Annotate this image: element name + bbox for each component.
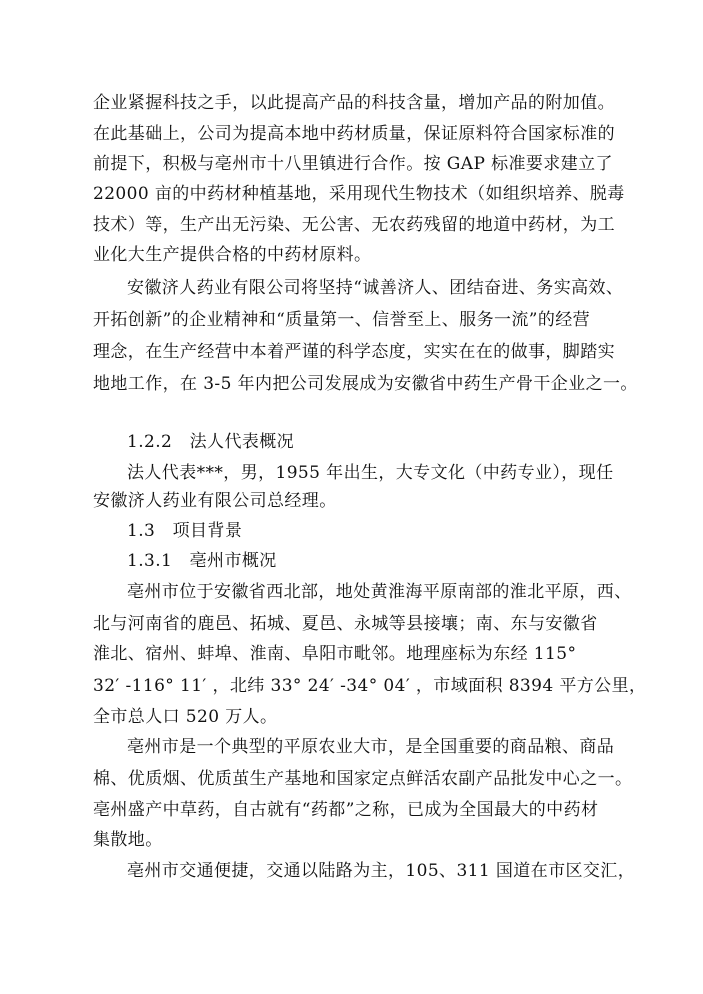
- paragraph-2-line-4: 地地工作，在 3-5 年内把公司发展成为安徽省中药生产骨干企业之一。: [93, 374, 638, 394]
- paragraph-4-line-2: 北与河南省的鹿邑、拓城、夏邑、永城等县接壤；南、东与安徽省: [93, 614, 598, 634]
- paragraph-2-line-2: 开拓创新”的企业精神和“质量第一、信誉至上、服务一流”的经营: [93, 310, 591, 330]
- paragraph-2-line-3: 理念，在生产经营中本着严谨的科学态度，实实在在的做事，脚踏实: [93, 342, 615, 362]
- paragraph-1-line-6: 业化大生产提供合格的中药材原料。: [93, 245, 372, 265]
- section-heading-1-3-1: 1.3.1 亳州市概况: [127, 551, 277, 571]
- paragraph-4-line-4: 32′ -116° 11′ ，北纬 33° 24′ -34° 04′ ，市域面积 8394 平方公里，: [93, 676, 647, 696]
- paragraph-4-line-5: 全市总人口 520 万人。: [93, 707, 278, 727]
- paragraph-5-line-3: 亳州盛产中草药，自古就有“药都”之称，已成为全国最大的中药材: [93, 800, 599, 820]
- paragraph-5-line-2: 棉、优质烟、优质茧生产基地和国家定点鲜活农副产品批发中心之一。: [93, 769, 633, 789]
- paragraph-3-line-1: 法人代表***，男，1955 年出生，大专文化（中药专业），现任: [127, 463, 614, 483]
- paragraph-1-line-5: 技术）等，生产出无污染、无公害、无农药残留的地道中药材，为工: [93, 215, 615, 235]
- paragraph-5-line-1: 亳州市是一个典型的平原农业大市，是全国重要的商品粮、商品: [127, 737, 615, 757]
- section-heading-1-2-2: 1.2.2 法人代表概况: [127, 432, 295, 452]
- paragraph-4-line-3: 淮北、宿州、蚌埠、淮南、阜阳市毗邻。地理座标为东经 115°: [93, 644, 577, 664]
- paragraph-1-line-1: 企业紧握科技之手，以此提高产品的科技含量，增加产品的附加值。: [93, 93, 615, 113]
- paragraph-5-line-4: 集散地。: [93, 830, 163, 850]
- paragraph-1-line-4: 22000 亩的中药材种植基地，采用现代生物技术（如组织培养、脱毒: [93, 184, 625, 204]
- paragraph-4-line-1: 亳州市位于安徽省西北部，地处黄淮海平原南部的淮北平原，西、: [127, 582, 632, 602]
- paragraph-3-line-2: 安徽济人药业有限公司总经理。: [93, 491, 337, 511]
- paragraph-1-line-3: 前提下，积极与亳州市十八里镇进行合作。按 GAP 标准要求建立了: [93, 154, 613, 174]
- paragraph-6-line-1: 亳州市交通便捷，交通以陆路为主，105、311 国道在市区交汇，: [127, 861, 636, 881]
- section-heading-1-3: 1.3 项目背景: [127, 521, 243, 541]
- paragraph-1-line-2: 在此基础上，公司为提高本地中药材质量，保证原料符合国家标准的: [93, 124, 615, 144]
- paragraph-2-line-1: 安徽济人药业有限公司将坚持“诚善济人、团结奋进、务实高效、: [127, 278, 624, 298]
